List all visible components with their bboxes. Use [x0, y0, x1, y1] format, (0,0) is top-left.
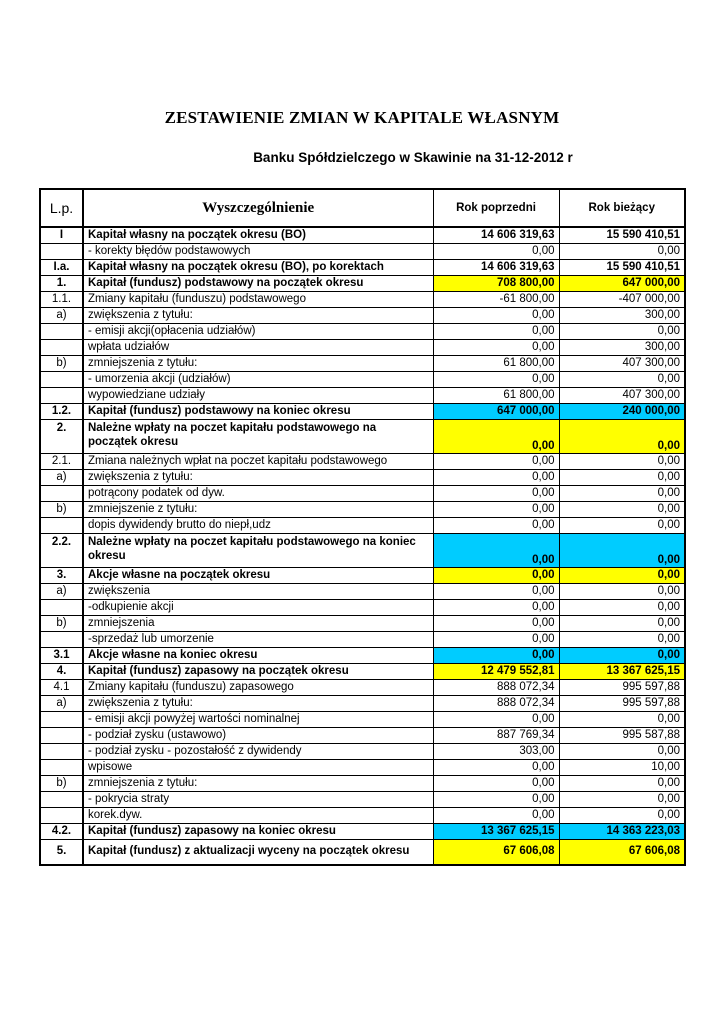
- row-description: Należne wpłaty na poczet kapitału podstawowego na początek okresu: [83, 419, 433, 453]
- row-previous-year-value: 647 000,00: [433, 403, 559, 419]
- row-previous-year-value: 14 606 319,63: [433, 227, 559, 243]
- row-description: Kapitał własny na początek okresu (BO): [83, 227, 433, 243]
- row-description: -sprzedaż lub umorzenie: [83, 631, 433, 647]
- table-body: [40, 227, 685, 865]
- document-subtitle: Banku Spółdzielczego w Skawinie na 31-12-2012 r: [253, 150, 573, 165]
- table-row: [40, 583, 685, 599]
- row-current-year-value: 0,00: [559, 243, 685, 259]
- row-current-year-value: 647 000,00: [559, 275, 685, 291]
- table-row: [40, 469, 685, 485]
- row-previous-year-value: 0,00: [433, 791, 559, 807]
- table-row: [40, 275, 685, 291]
- row-lp: b): [40, 615, 83, 631]
- table-row: [40, 823, 685, 839]
- row-lp: 3.1: [40, 647, 83, 663]
- row-current-year-value: 0,00: [559, 469, 685, 485]
- table-row: [40, 453, 685, 469]
- header-lp: L.p.: [40, 189, 83, 227]
- table-row: [40, 791, 685, 807]
- row-lp: 2.: [40, 419, 83, 453]
- table-row: [40, 695, 685, 711]
- table-row: [40, 339, 685, 355]
- table-row: [40, 775, 685, 791]
- row-previous-year-value: 303,00: [433, 743, 559, 759]
- row-description: - emisji akcji powyżej wartości nominalnej: [83, 711, 433, 727]
- row-previous-year-value: 0,00: [433, 599, 559, 615]
- row-description: - emisji akcji(opłacenia udziałów): [83, 323, 433, 339]
- row-current-year-value: 0,00: [559, 807, 685, 823]
- row-description: Kapitał (fundusz) z aktualizacji wyceny na początek okresu: [83, 839, 433, 865]
- row-current-year-value: 13 367 625,15: [559, 663, 685, 679]
- table-row: [40, 533, 685, 567]
- row-previous-year-value: 0,00: [433, 501, 559, 517]
- table-header-row: [40, 189, 685, 227]
- row-current-year-value: 995 597,88: [559, 679, 685, 695]
- row-description: wpłata udziałów: [83, 339, 433, 355]
- row-lp: [40, 517, 83, 533]
- row-description: Kapitał (fundusz) podstawowy na początek okresu: [83, 275, 433, 291]
- row-current-year-value: 0,00: [559, 533, 685, 567]
- row-current-year-value: 0,00: [559, 517, 685, 533]
- table-row: [40, 759, 685, 775]
- row-current-year-value: 0,00: [559, 371, 685, 387]
- row-lp: a): [40, 583, 83, 599]
- table-row: [40, 227, 685, 243]
- row-previous-year-value: 0,00: [433, 453, 559, 469]
- row-description: Akcje własne na początek okresu: [83, 567, 433, 583]
- row-previous-year-value: 0,00: [433, 517, 559, 533]
- table-row: [40, 355, 685, 371]
- row-lp: 3.: [40, 567, 83, 583]
- table-row: [40, 711, 685, 727]
- row-previous-year-value: 0,00: [433, 647, 559, 663]
- table-row: [40, 419, 685, 453]
- row-lp: I.a.: [40, 259, 83, 275]
- row-current-year-value: 407 300,00: [559, 355, 685, 371]
- row-current-year-value: 0,00: [559, 647, 685, 663]
- row-description: korek.dyw.: [83, 807, 433, 823]
- row-previous-year-value: 61 800,00: [433, 387, 559, 403]
- row-current-year-value: 0,00: [559, 485, 685, 501]
- row-previous-year-value: 0,00: [433, 615, 559, 631]
- row-lp: 4.: [40, 663, 83, 679]
- row-previous-year-value: 888 072,34: [433, 679, 559, 695]
- row-current-year-value: 0,00: [559, 791, 685, 807]
- row-description: zmniejszenia: [83, 615, 433, 631]
- row-description: Należne wpłaty na poczet kapitału podstawowego na koniec okresu: [83, 533, 433, 567]
- row-description: potrącony podatek od dyw.: [83, 485, 433, 501]
- row-lp: [40, 631, 83, 647]
- row-previous-year-value: 67 606,08: [433, 839, 559, 865]
- row-lp: [40, 807, 83, 823]
- row-previous-year-value: 0,00: [433, 323, 559, 339]
- row-previous-year-value: 0,00: [433, 419, 559, 453]
- row-description: Kapitał (fundusz) podstawowy na koniec okresu: [83, 403, 433, 419]
- equity-changes-table: [39, 188, 686, 866]
- table-row: [40, 323, 685, 339]
- row-description: wpisowe: [83, 759, 433, 775]
- row-lp: [40, 323, 83, 339]
- row-description: Kapitał (fundusz) zapasowy na początek okresu: [83, 663, 433, 679]
- table-row: [40, 807, 685, 823]
- row-current-year-value: 0,00: [559, 631, 685, 647]
- row-lp: [40, 599, 83, 615]
- row-current-year-value: 10,00: [559, 759, 685, 775]
- table-row: [40, 727, 685, 743]
- row-lp: [40, 759, 83, 775]
- row-description: Zmiany kapitału (funduszu) zapasowego: [83, 679, 433, 695]
- row-current-year-value: 0,00: [559, 775, 685, 791]
- table-row: [40, 371, 685, 387]
- row-lp: [40, 791, 83, 807]
- row-lp: [40, 243, 83, 259]
- row-lp: 2.1.: [40, 453, 83, 469]
- table-row: [40, 679, 685, 695]
- header-current-year: Rok bieżący: [559, 189, 685, 227]
- row-previous-year-value: 12 479 552,81: [433, 663, 559, 679]
- row-description: - podział zysku - pozostałość z dywidendy: [83, 743, 433, 759]
- table-row: [40, 647, 685, 663]
- table-row: [40, 307, 685, 323]
- row-lp: [40, 743, 83, 759]
- row-lp: [40, 485, 83, 501]
- row-previous-year-value: 14 606 319,63: [433, 259, 559, 275]
- row-previous-year-value: -61 800,00: [433, 291, 559, 307]
- row-current-year-value: -407 000,00: [559, 291, 685, 307]
- table-row: [40, 259, 685, 275]
- row-current-year-value: 300,00: [559, 307, 685, 323]
- row-description: - podział zysku (ustawowo): [83, 727, 433, 743]
- row-current-year-value: 300,00: [559, 339, 685, 355]
- row-current-year-value: 0,00: [559, 743, 685, 759]
- row-description: Zmiana należnych wpłat na poczet kapitału podstawowego: [83, 453, 433, 469]
- row-description: zmniejszenie z tytułu:: [83, 501, 433, 517]
- row-current-year-value: 0,00: [559, 419, 685, 453]
- row-previous-year-value: 0,00: [433, 631, 559, 647]
- row-description: zwiększenia: [83, 583, 433, 599]
- row-lp: b): [40, 355, 83, 371]
- row-previous-year-value: 887 769,34: [433, 727, 559, 743]
- table-row: [40, 501, 685, 517]
- table-row: [40, 387, 685, 403]
- header-description: Wyszczególnienie: [83, 189, 433, 227]
- row-current-year-value: 0,00: [559, 583, 685, 599]
- row-current-year-value: 995 587,88: [559, 727, 685, 743]
- row-lp: a): [40, 469, 83, 485]
- row-previous-year-value: 0,00: [433, 485, 559, 501]
- row-lp: 1.2.: [40, 403, 83, 419]
- row-description: zwiększenia z tytułu:: [83, 695, 433, 711]
- row-description: - korekty błędów podstawowych: [83, 243, 433, 259]
- row-lp: a): [40, 695, 83, 711]
- table-row: [40, 839, 685, 865]
- row-previous-year-value: 0,00: [433, 339, 559, 355]
- row-description: dopis dywidendy brutto do niepł,udz: [83, 517, 433, 533]
- row-description: Zmiany kapitału (funduszu) podstawowego: [83, 291, 433, 307]
- row-current-year-value: 0,00: [559, 599, 685, 615]
- row-current-year-value: 0,00: [559, 711, 685, 727]
- row-lp: 2.2.: [40, 533, 83, 567]
- table-row: [40, 615, 685, 631]
- row-description: wypowiedziane udziały: [83, 387, 433, 403]
- row-previous-year-value: 0,00: [433, 469, 559, 485]
- row-previous-year-value: 0,00: [433, 583, 559, 599]
- row-current-year-value: 407 300,00: [559, 387, 685, 403]
- row-previous-year-value: 0,00: [433, 243, 559, 259]
- row-description: zwiększenia z tytułu:: [83, 469, 433, 485]
- table-row: [40, 631, 685, 647]
- row-description: - pokrycia straty: [83, 791, 433, 807]
- row-previous-year-value: 0,00: [433, 775, 559, 791]
- row-description: Kapitał własny na początek okresu (BO), po korektach: [83, 259, 433, 275]
- row-lp: 1.: [40, 275, 83, 291]
- row-current-year-value: 14 363 223,03: [559, 823, 685, 839]
- table-row: [40, 567, 685, 583]
- row-previous-year-value: 0,00: [433, 371, 559, 387]
- row-description: -odkupienie akcji: [83, 599, 433, 615]
- row-current-year-value: 15 590 410,51: [559, 227, 685, 243]
- row-current-year-value: 0,00: [559, 615, 685, 631]
- row-previous-year-value: 0,00: [433, 567, 559, 583]
- row-current-year-value: 0,00: [559, 567, 685, 583]
- document-title: ZESTAWIENIE ZMIAN W KAPITALE WŁASNYM: [164, 108, 560, 127]
- row-description: - umorzenia akcji (udziałów): [83, 371, 433, 387]
- row-previous-year-value: 0,00: [433, 533, 559, 567]
- row-description: zmniejszenia z tytułu:: [83, 775, 433, 791]
- row-current-year-value: 67 606,08: [559, 839, 685, 865]
- row-lp: I: [40, 227, 83, 243]
- header-previous-year: Rok poprzedni: [433, 189, 559, 227]
- row-lp: [40, 371, 83, 387]
- row-description: zmniejszenia z tytułu:: [83, 355, 433, 371]
- row-previous-year-value: 13 367 625,15: [433, 823, 559, 839]
- row-current-year-value: 0,00: [559, 453, 685, 469]
- row-current-year-value: 995 597,88: [559, 695, 685, 711]
- table-row: [40, 663, 685, 679]
- row-previous-year-value: 61 800,00: [433, 355, 559, 371]
- row-lp: 4.2.: [40, 823, 83, 839]
- row-previous-year-value: 0,00: [433, 807, 559, 823]
- table-row: [40, 485, 685, 501]
- row-previous-year-value: 0,00: [433, 307, 559, 323]
- row-current-year-value: 240 000,00: [559, 403, 685, 419]
- row-lp: 4.1: [40, 679, 83, 695]
- row-previous-year-value: 708 800,00: [433, 275, 559, 291]
- row-description: Kapitał (fundusz) zapasowy na koniec okresu: [83, 823, 433, 839]
- table-row: [40, 403, 685, 419]
- row-lp: [40, 387, 83, 403]
- row-lp: [40, 727, 83, 743]
- row-current-year-value: 0,00: [559, 501, 685, 517]
- row-lp: a): [40, 307, 83, 323]
- table-row: [40, 599, 685, 615]
- row-lp: 1.1.: [40, 291, 83, 307]
- row-lp: [40, 339, 83, 355]
- table-row: [40, 517, 685, 533]
- row-previous-year-value: 888 072,34: [433, 695, 559, 711]
- row-previous-year-value: 0,00: [433, 711, 559, 727]
- row-description: Akcje własne na koniec okresu: [83, 647, 433, 663]
- table-row: [40, 243, 685, 259]
- row-description: zwiększenia z tytułu:: [83, 307, 433, 323]
- row-lp: b): [40, 775, 83, 791]
- table-row: [40, 743, 685, 759]
- row-lp: [40, 711, 83, 727]
- row-current-year-value: 15 590 410,51: [559, 259, 685, 275]
- row-lp: 5.: [40, 839, 83, 865]
- table-row: [40, 291, 685, 307]
- row-previous-year-value: 0,00: [433, 759, 559, 775]
- row-current-year-value: 0,00: [559, 323, 685, 339]
- row-lp: b): [40, 501, 83, 517]
